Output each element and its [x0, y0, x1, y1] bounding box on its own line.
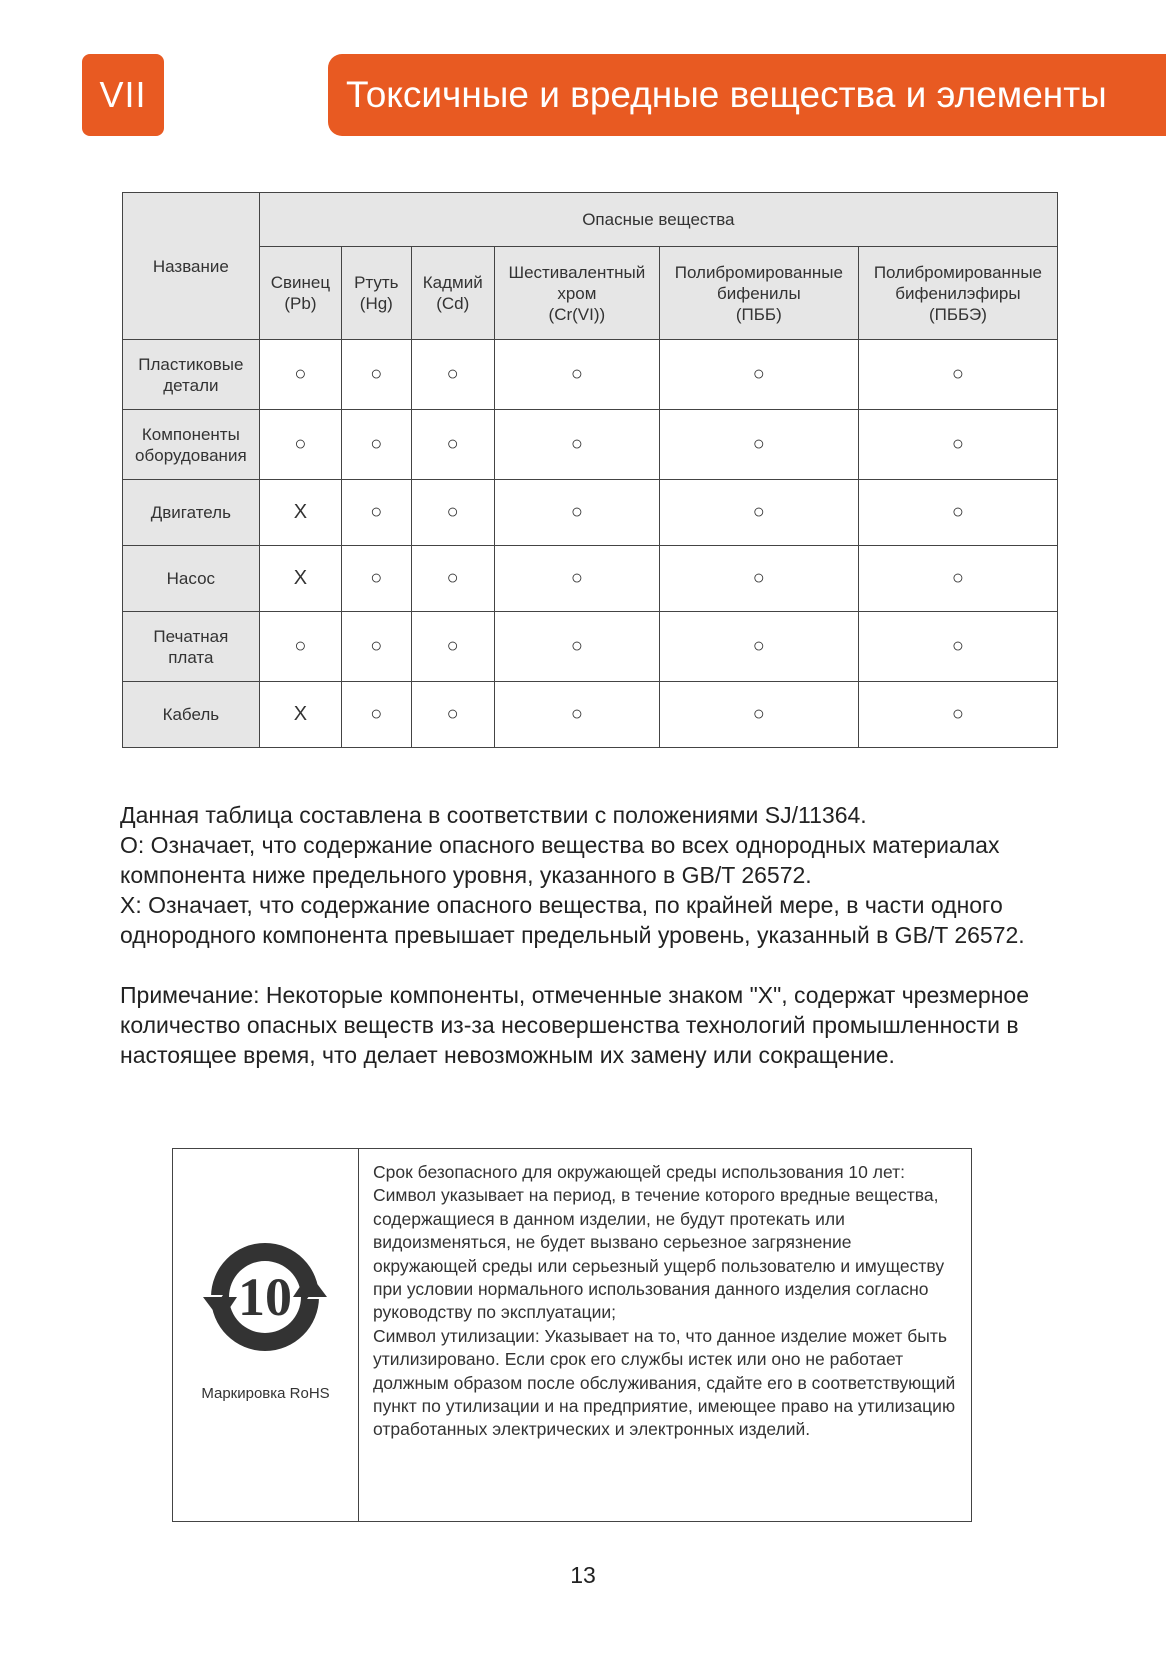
notes-o-definition: O: Означает, что содержание опасного вещества во всех однородных материалах компонента ниже предельного уровня, указанного в GB/T 26572.	[120, 832, 1000, 888]
substance-mark-cell: ○	[494, 612, 659, 682]
substance-mark-cell: ○	[659, 612, 858, 682]
rohs-eco-period-text: Срок безопасного для окружающей среды использования 10 лет: Символ указывает на период, в течение которого вредные вещества, содержащиеся в данном изделии, не будут протекать или видоизменяться, не будет вызвано серьезное загрязнение окружающей среды или серьезный ущерб пользователю и имуществу при условии нормального использования данного изделия согласно руководству по эксплуатации;	[373, 1162, 945, 1323]
table-row	[123, 546, 1058, 612]
substance-mark-cell: ○	[494, 682, 659, 748]
substance-column-header: Полибромированные бифенилэфиры (ПББЭ)	[858, 247, 1057, 340]
component-name-cell: Кабель	[123, 682, 260, 748]
substance-column-header: Кадмий (Cd)	[411, 247, 494, 340]
component-name-cell: Насос	[123, 546, 260, 612]
component-name-cell: Двигатель	[123, 480, 260, 546]
page-title-bar	[328, 54, 1166, 136]
substance-mark-cell: X	[259, 546, 341, 612]
rohs-caption: Маркировка RoHS	[201, 1385, 330, 1402]
component-name-cell: Печатная плата	[123, 612, 260, 682]
substance-mark-cell: ○	[342, 340, 411, 410]
substance-mark-cell: ○	[342, 682, 411, 748]
substance-mark-cell: ○	[259, 410, 341, 480]
table-row	[123, 410, 1058, 480]
name-column-header: Название	[123, 193, 260, 340]
rohs-info-box	[172, 1148, 972, 1522]
rohs-recycling-text: Символ утилизации: Указывает на то, что данное изделие может быть утилизировано. Если срок его службы истек или оно не работает должным образом после обслуживания, сдайте его в соответствующий пункт по утилизации и на предприятие, имеющее право на утилизацию отработанных электрических и электронных изделий.	[373, 1325, 956, 1440]
table-row	[123, 480, 1058, 546]
substance-mark-cell: ○	[342, 546, 411, 612]
substance-mark-cell: ○	[411, 410, 494, 480]
table-row	[123, 682, 1058, 748]
substance-mark-cell: ○	[659, 340, 858, 410]
substance-mark-cell: ○	[494, 410, 659, 480]
substance-mark-cell: ○	[411, 546, 494, 612]
rohs-logo-number: 10	[238, 1267, 292, 1327]
substance-column-header: Свинец (Pb)	[259, 247, 341, 340]
substance-mark-cell: ○	[342, 612, 411, 682]
section-number: VII	[99, 74, 147, 115]
substance-mark-cell: ○	[494, 546, 659, 612]
substance-mark-cell: ○	[858, 410, 1057, 480]
component-name-cell: Пластиковые детали	[123, 340, 260, 410]
table-row	[123, 340, 1058, 410]
notes-remark: Примечание: Некоторые компоненты, отмеченные знаком "X", содержат чрезмерное количество опасных веществ из-за несовершенства технологий промышленности в настоящее время, что делает невозможным их замену или сокращение.	[120, 982, 1029, 1068]
substance-mark-cell: ○	[659, 682, 858, 748]
substance-mark-cell: ○	[411, 682, 494, 748]
notes-x-definition: X: Означает, что содержание опасного вещества, по крайней мере, в части одного однородного компонента превышает предельный уровень, указанный в GB/T 26572.	[120, 892, 1025, 948]
page-title: Токсичные и вредные вещества и элементы	[346, 74, 1107, 115]
substance-mark-cell: ○	[858, 480, 1057, 546]
rohs-description	[359, 1149, 971, 1521]
substance-mark-cell: ○	[342, 410, 411, 480]
substance-mark-cell: ○	[411, 612, 494, 682]
substance-column-header: Ртуть (Hg)	[342, 247, 411, 340]
substance-mark-cell: ○	[659, 546, 858, 612]
table-row	[123, 612, 1058, 682]
substance-mark-cell: ○	[494, 480, 659, 546]
substance-mark-cell: ○	[659, 480, 858, 546]
substances-group-header: Опасные вещества	[259, 193, 1057, 247]
substance-mark-cell: X	[259, 480, 341, 546]
substance-mark-cell: ○	[411, 480, 494, 546]
substance-mark-cell: ○	[259, 612, 341, 682]
substance-mark-cell: ○	[858, 682, 1057, 748]
substance-mark-cell: ○	[858, 546, 1057, 612]
substance-mark-cell: ○	[659, 410, 858, 480]
substance-mark-cell: ○	[411, 340, 494, 410]
substance-mark-cell: ○	[494, 340, 659, 410]
notes-source-line: Данная таблица составлена в соответствии с положениями SJ/11364.	[120, 802, 867, 828]
section-badge	[82, 54, 164, 136]
rohs-logo-cell	[173, 1149, 359, 1521]
substance-mark-cell: X	[259, 682, 341, 748]
page-number: 13	[570, 1562, 596, 1588]
substance-mark-cell: ○	[259, 340, 341, 410]
substance-column-header: Шестивалентный хром (Cr(VI))	[494, 247, 659, 340]
table-notes	[120, 800, 1050, 1070]
substance-mark-cell: ○	[342, 480, 411, 546]
substance-column-header: Полибромированные бифенилы (ПББ)	[659, 247, 858, 340]
component-name-cell: Компоненты оборудования	[123, 410, 260, 480]
hazardous-substances-table	[122, 192, 1058, 748]
rohs-10-year-icon	[203, 1235, 327, 1359]
substance-mark-cell: ○	[858, 340, 1057, 410]
substance-mark-cell: ○	[858, 612, 1057, 682]
